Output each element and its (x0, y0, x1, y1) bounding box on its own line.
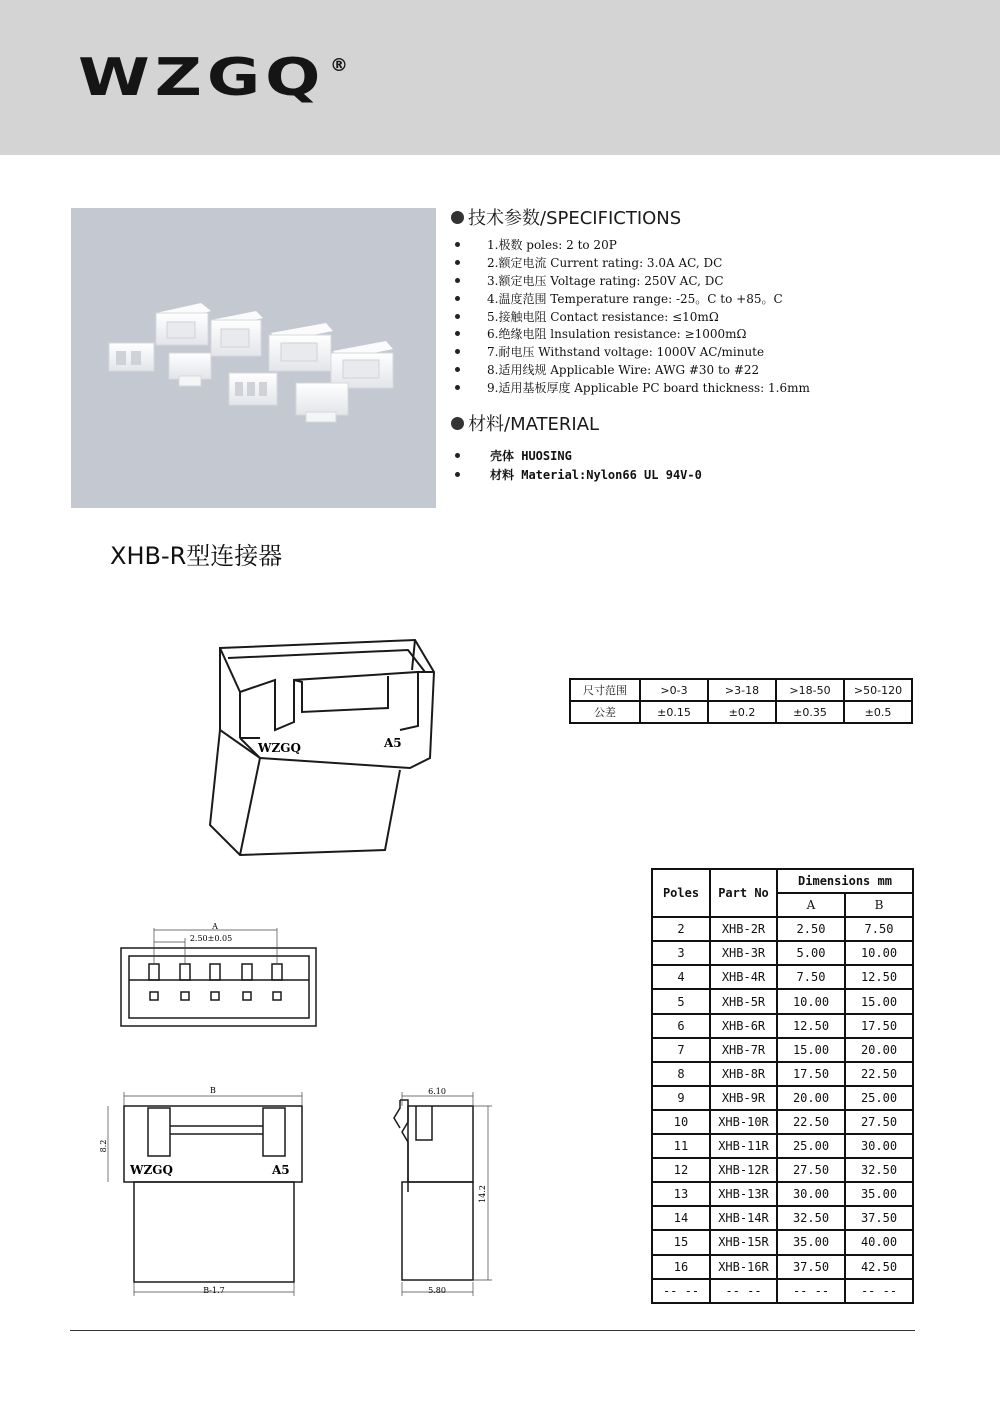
heading-bullet-icon (451, 211, 464, 224)
top-view-drawing (115, 918, 325, 1030)
table-cell: >3-18 (708, 679, 776, 701)
iso-code-label: A5 (384, 736, 402, 750)
bullet-icon (455, 331, 460, 336)
table-cell: 7.50 (845, 917, 913, 941)
spec-item: 1.极数 poles: 2 to 20P (455, 236, 810, 254)
front-brand-label: WZGQ (130, 1163, 173, 1177)
dim-height-label: 8.2 (99, 1139, 108, 1153)
bullet-icon (455, 314, 460, 319)
table-cell: 6 (652, 1014, 710, 1038)
table-cell: 42.50 (845, 1255, 913, 1279)
table-cell: XHB-16R (710, 1255, 777, 1279)
table-cell: XHB-5R (710, 989, 777, 1013)
bullet-icon (455, 260, 460, 265)
specifications-title: 技术参数/SPECIFICTIONS (468, 208, 682, 229)
header-a: A (777, 893, 845, 917)
table-cell: ±0.15 (640, 701, 708, 723)
material-item: 材料 Material:Nylon66 UL 94V-0 (455, 465, 702, 484)
side-view-drawing (380, 1082, 495, 1302)
table-cell: 尺寸范围 (570, 679, 640, 701)
table-row (652, 1134, 913, 1158)
spec-item: 8.适用线规 Applicable Wire: AWG #30 to #22 (455, 361, 810, 379)
dim-610-label: 6.10 (428, 1087, 446, 1096)
spec-item: 6.绝缘电阻 lnsulation resistance: ≥1000mΩ (455, 325, 810, 343)
connector-photo-1 (156, 303, 211, 345)
brand-logo: WZGQ (78, 48, 326, 108)
table-cell: 32.50 (777, 1206, 845, 1230)
table-cell: >18-50 (776, 679, 844, 701)
specifications-heading (451, 204, 681, 230)
connector-photo-2 (211, 311, 263, 356)
table-cell: 4 (652, 965, 710, 989)
specifications-list (455, 236, 810, 396)
header-b: B (845, 893, 913, 917)
bullet-icon (455, 278, 460, 283)
dim-580-label: 5.80 (428, 1286, 446, 1295)
table-cell: XHB-14R (710, 1206, 777, 1230)
isometric-drawing (190, 630, 450, 865)
iso-brand-label: WZGQ (258, 741, 301, 755)
table-cell: ±0.2 (708, 701, 776, 723)
table-cell: 12 (652, 1158, 710, 1182)
table-row (652, 1086, 913, 1110)
table-cell: 5 (652, 989, 710, 1013)
table-row (652, 1062, 913, 1086)
table-cell: 27.50 (845, 1110, 913, 1134)
registered-mark: ® (330, 55, 348, 76)
table-cell: 20.00 (777, 1086, 845, 1110)
connector-photo-7 (229, 373, 277, 405)
front-view-drawing (100, 1082, 315, 1302)
connector-photo-3 (269, 323, 333, 371)
table-cell: 5.00 (777, 941, 845, 965)
table-cell: 2 (652, 917, 710, 941)
table-cell: >0-3 (640, 679, 708, 701)
table-cell: 14 (652, 1206, 710, 1230)
table-cell: 10 (652, 1110, 710, 1134)
table-cell: 15 (652, 1230, 710, 1254)
table-cell: 25.00 (777, 1134, 845, 1158)
table-cell: 35.00 (845, 1182, 913, 1206)
table-cell: 30.00 (845, 1134, 913, 1158)
table-cell: 35.00 (777, 1230, 845, 1254)
table-cell: 37.50 (845, 1206, 913, 1230)
table-cell: 30.00 (777, 1182, 845, 1206)
table-cell: XHB-3R (710, 941, 777, 965)
material-title: 材料/MATERIAL (468, 414, 600, 435)
table-cell: XHB-4R (710, 965, 777, 989)
table-cell: 15.00 (777, 1038, 845, 1062)
header-band (0, 0, 1000, 155)
table-cell: XHB-15R (710, 1230, 777, 1254)
table-cell: 10.00 (845, 941, 913, 965)
table-row (570, 701, 912, 723)
table-cell: 15.00 (845, 989, 913, 1013)
table-cell: 7 (652, 1038, 710, 1062)
table-row (652, 1279, 913, 1303)
table-cell: 27.50 (777, 1158, 845, 1182)
table-row (570, 679, 912, 701)
table-row (652, 1038, 913, 1062)
table-cell: XHB-6R (710, 1014, 777, 1038)
table-row (652, 965, 913, 989)
spec-item: 2.额定电流 Current rating: 3.0A AC, DC (455, 254, 810, 272)
dim-142-label: 14.2 (478, 1185, 487, 1203)
material-item: 壳体 HUOSING (455, 446, 702, 465)
table-row (652, 1255, 913, 1279)
bullet-icon (455, 367, 460, 372)
table-cell: -- -- (777, 1279, 845, 1303)
table-cell: >50-120 (844, 679, 912, 701)
bullet-icon (455, 385, 460, 390)
material-heading (451, 410, 599, 436)
table-cell: 12.50 (777, 1014, 845, 1038)
header-dimensions: Dimensions mm (777, 869, 913, 893)
table-cell: -- -- (710, 1279, 777, 1303)
table-cell: XHB-13R (710, 1182, 777, 1206)
table-cell: XHB-11R (710, 1134, 777, 1158)
table-cell: 32.50 (845, 1158, 913, 1182)
bullet-icon (455, 453, 460, 458)
table-cell: 13 (652, 1182, 710, 1206)
table-row (652, 1014, 913, 1038)
table-cell: 公差 (570, 701, 640, 723)
connector-photo-illustration (71, 208, 436, 508)
connector-photo-6 (169, 353, 211, 386)
table-cell: ±0.5 (844, 701, 912, 723)
material-list (455, 446, 702, 484)
table-cell: 22.50 (777, 1110, 845, 1134)
header-poles: Poles (652, 869, 710, 917)
bullet-icon (455, 472, 460, 477)
table-row (652, 989, 913, 1013)
table-cell: 20.00 (845, 1038, 913, 1062)
table-row (652, 1230, 913, 1254)
bullet-icon (455, 296, 460, 301)
table-cell: 3 (652, 941, 710, 965)
table-row (652, 1158, 913, 1182)
dim-b-label: B (210, 1086, 216, 1095)
table-cell: 9 (652, 1086, 710, 1110)
table-cell: 22.50 (845, 1062, 913, 1086)
table-cell: 16 (652, 1255, 710, 1279)
table-cell: ±0.35 (776, 701, 844, 723)
table-cell: 11 (652, 1134, 710, 1158)
table-row (652, 941, 913, 965)
dim-pitch-label: 2.50±0.05 (189, 934, 233, 943)
connector-photo-4 (331, 341, 393, 388)
tolerance-table (569, 678, 913, 724)
table-cell: 40.00 (845, 1230, 913, 1254)
table-cell: 12.50 (845, 965, 913, 989)
table-header-row (652, 869, 913, 893)
spec-item: 9.适用基板厚度 Applicable PC board thickness: 1.6mm (455, 378, 810, 396)
table-cell: 8 (652, 1062, 710, 1086)
heading-bullet-icon (451, 417, 464, 430)
table-cell: XHB-9R (710, 1086, 777, 1110)
front-code-label: A5 (272, 1163, 290, 1177)
table-row (652, 1182, 913, 1206)
table-cell: XHB-12R (710, 1158, 777, 1182)
connector-photo-5 (109, 343, 154, 371)
header-part-no: Part No (710, 869, 777, 917)
connector-photo-8 (296, 383, 348, 422)
bullet-icon (455, 242, 460, 247)
table-row (652, 1110, 913, 1134)
table-cell: 7.50 (777, 965, 845, 989)
table-cell: XHB-2R (710, 917, 777, 941)
dim-b-minus-label: B-1.7 (203, 1286, 225, 1295)
table-cell: XHB-7R (710, 1038, 777, 1062)
table-cell: XHB-8R (710, 1062, 777, 1086)
bullet-icon (455, 349, 460, 354)
table-cell: -- -- (845, 1279, 913, 1303)
table-cell: 17.50 (845, 1014, 913, 1038)
table-row (652, 917, 913, 941)
table-cell: XHB-10R (710, 1110, 777, 1134)
product-photo (71, 208, 436, 508)
table-cell: 2.50 (777, 917, 845, 941)
table-cell: 25.00 (845, 1086, 913, 1110)
table-cell: 17.50 (777, 1062, 845, 1086)
table-cell: 37.50 (777, 1255, 845, 1279)
spec-item: 4.温度范围 Temperature range: -25。C to +85。C (455, 289, 810, 307)
table-cell: 10.00 (777, 989, 845, 1013)
table-row (652, 1206, 913, 1230)
dimension-table-body (652, 917, 913, 1303)
footer-divider (70, 1330, 915, 1331)
spec-item: 5.接触电阻 Contact resistance: ≤10mΩ (455, 307, 810, 325)
spec-item: 7.耐电压 Withstand voltage: 1000V AC/minute (455, 343, 810, 361)
dimension-table (651, 868, 914, 1304)
table-cell: -- -- (652, 1279, 710, 1303)
dim-a-label: A (212, 922, 218, 931)
spec-item: 3.额定电压 Voltage rating: 250V AC, DC (455, 272, 810, 290)
product-title: XHB-R型连接器 (110, 542, 283, 570)
